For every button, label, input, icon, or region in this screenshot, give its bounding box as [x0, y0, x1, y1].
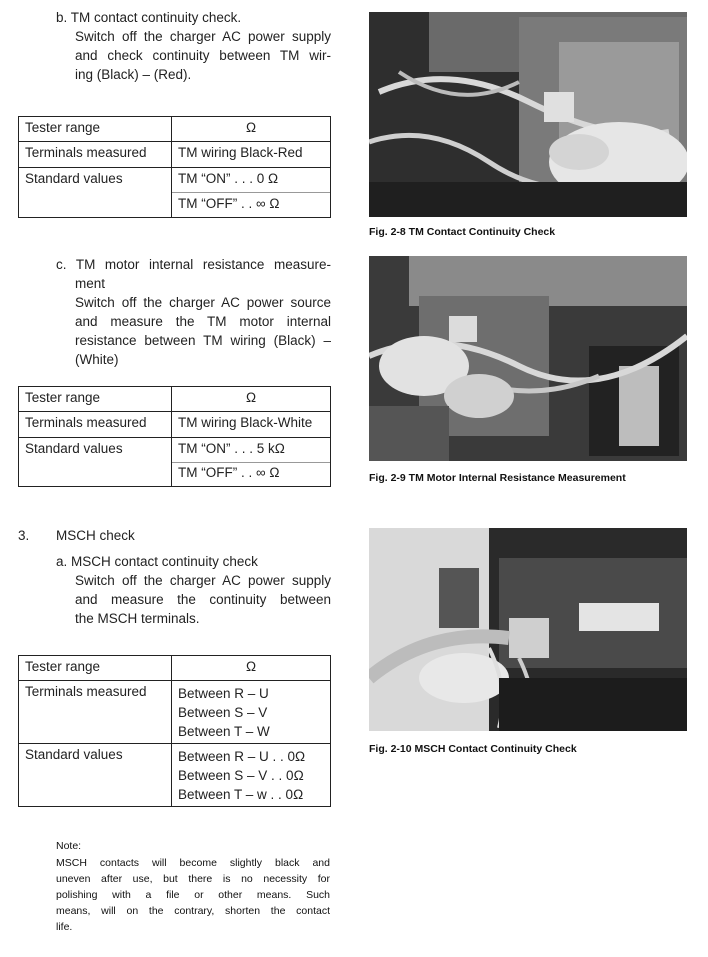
table-cell-label: Standard values	[19, 744, 172, 807]
section-b-heading: b. TM contact continuity check.	[56, 10, 242, 25]
table-cell-value	[172, 168, 331, 218]
table-row	[19, 412, 331, 438]
table-cell-value: TM wiring Black-Red	[172, 142, 331, 168]
section-b-line: ing (Black) – (Red).	[75, 67, 192, 82]
table-cell-value	[172, 681, 331, 744]
table-c	[18, 386, 331, 487]
table-row	[19, 438, 331, 487]
figure-2-10-photo	[369, 528, 687, 731]
note-line: life.	[56, 921, 73, 933]
value-line: Between R – U . . 0Ω	[178, 749, 306, 764]
figure-2-8-photo	[369, 12, 687, 217]
value-line: Between T – W	[178, 724, 270, 739]
note-line: polishing with a file or other means. Such	[56, 889, 330, 901]
value-line: TM “ON” . . . 5 kΩ	[172, 438, 330, 463]
table-row	[19, 142, 331, 168]
section-c-line: (White)	[75, 352, 119, 367]
photo-illustration	[369, 12, 687, 217]
note-title: Note:	[56, 840, 82, 852]
section-3-number: 3.	[18, 528, 30, 543]
table-cell-value: Ω	[172, 656, 331, 681]
value-line: Between R – U	[178, 686, 269, 701]
table-cell-label: Tester range	[19, 387, 172, 412]
table-row	[19, 387, 331, 412]
table-cell-value: Ω	[172, 387, 331, 412]
section-c-line: resistance between TM wiring (Black) –	[75, 333, 331, 348]
value-line: TM “ON” . . . 0 Ω	[172, 168, 330, 193]
table-row	[19, 656, 331, 681]
section-b-line: and check continuity between TM wir-	[75, 48, 331, 63]
section-c-line: Switch off the charger AC power source	[75, 295, 331, 310]
table-b	[18, 116, 331, 218]
table-row	[19, 681, 331, 744]
figure-2-10-caption: Fig. 2-10 MSCH Contact Continuity Check	[369, 743, 577, 755]
note-block	[56, 838, 330, 935]
value-line: TM “OFF” . . ∞ Ω	[178, 465, 280, 480]
section-3a-line: the MSCH terminals.	[75, 611, 200, 626]
photo-illustration	[369, 256, 687, 461]
section-c-body	[75, 293, 331, 369]
section-3a-line: Switch off the charger AC power supply	[75, 573, 331, 588]
note-line: uneven after use, but there is no necessity for	[56, 873, 330, 885]
table-cell-value	[172, 744, 331, 807]
section-b-body	[75, 27, 331, 84]
section-c-heading-line: c. TM motor internal resistance measure-	[56, 257, 331, 272]
value-line: TM “OFF” . . ∞ Ω	[178, 196, 280, 211]
table-row	[19, 168, 331, 218]
value-line: Between S – V . . 0Ω	[178, 768, 304, 783]
photo-illustration	[369, 528, 687, 731]
note-line: MSCH contacts will become slightly black and	[56, 857, 330, 869]
figure-2-9-photo	[369, 256, 687, 461]
section-c-heading	[56, 255, 331, 293]
table-cell-label: Terminals measured	[19, 142, 172, 168]
table-3	[18, 655, 331, 807]
section-3-title: MSCH check	[56, 528, 135, 543]
table-cell-value: Ω	[172, 117, 331, 142]
note-line: means, will on the contrary, shorten the contact	[56, 905, 330, 917]
table-cell-label: Tester range	[19, 117, 172, 142]
table-cell-label: Standard values	[19, 438, 172, 487]
value-line: Between S – V	[178, 705, 268, 720]
figure-2-9-caption: Fig. 2-9 TM Motor Internal Resistance Measurement	[369, 472, 626, 484]
table-row	[19, 744, 331, 807]
section-c-line: and measure the TM motor internal	[75, 314, 331, 329]
table-cell-label: Terminals measured	[19, 412, 172, 438]
table-cell-label: Standard values	[19, 168, 172, 218]
section-3a-body	[75, 571, 331, 628]
table-cell-label: Tester range	[19, 656, 172, 681]
section-3a-line: and measure the continuity between	[75, 592, 331, 607]
table-row	[19, 117, 331, 142]
section-3a-heading: a. MSCH contact continuity check	[56, 554, 258, 569]
value-line: Between T – w . . 0Ω	[178, 787, 304, 802]
section-c-heading-line: ment	[75, 276, 106, 291]
table-cell-label: Terminals measured	[19, 681, 172, 744]
figure-2-8-caption: Fig. 2-8 TM Contact Continuity Check	[369, 226, 556, 238]
section-b-line: Switch off the charger AC power supply	[75, 29, 331, 44]
table-cell-value: TM wiring Black-White	[172, 412, 331, 438]
table-cell-value	[172, 438, 331, 487]
